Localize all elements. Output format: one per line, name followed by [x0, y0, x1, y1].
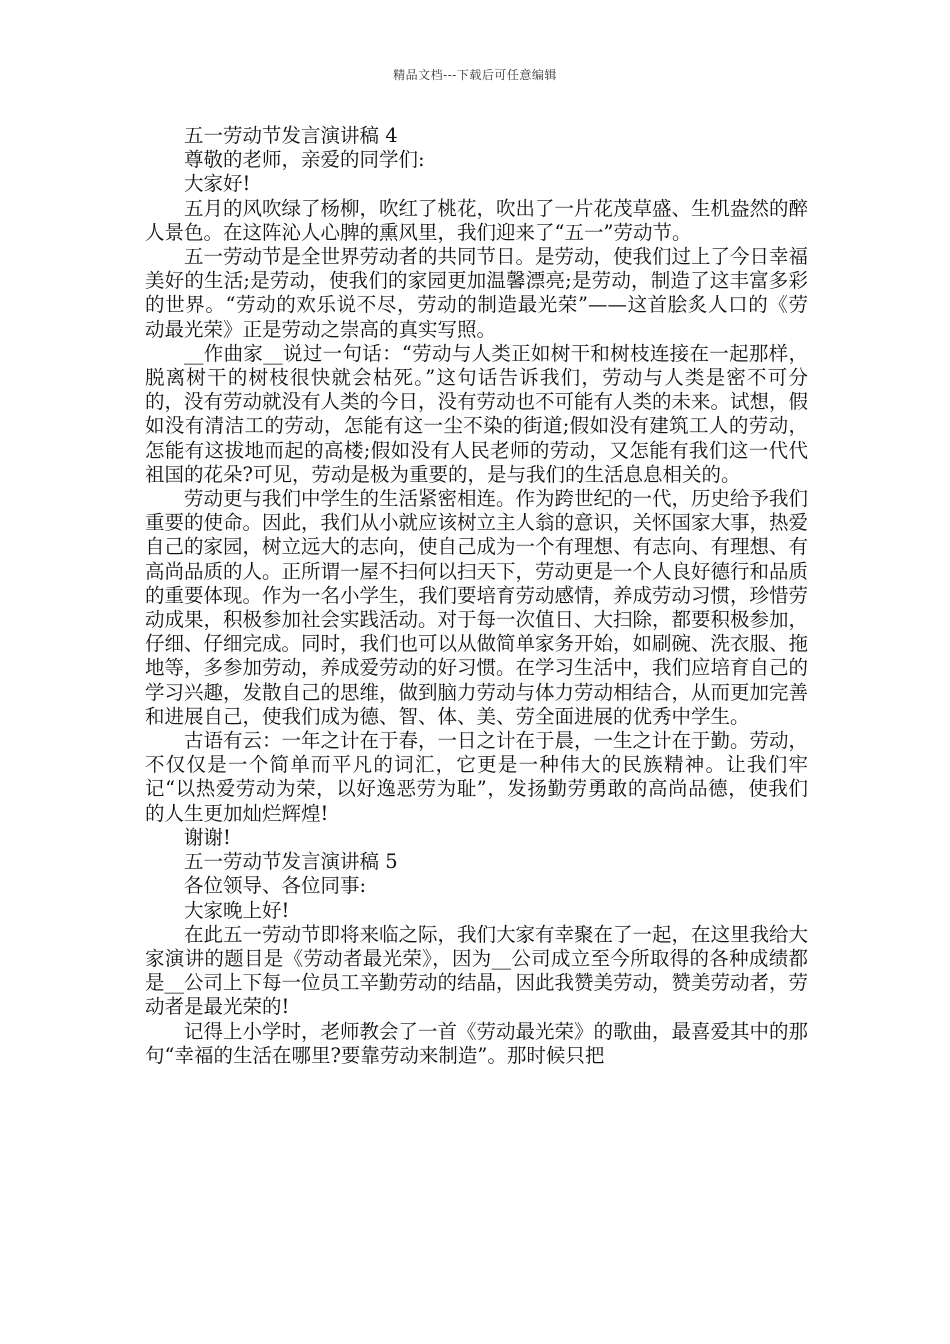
body-paragraph: __作曲家__说过一句话：“劳动与人类正如树干和树枝连接在一起那样，脱离树干的树枝很快就会枯死。”这句话告诉我们，劳动与人类是密不可分的，没有劳动就没有人类的今日，没有劳动也不可能有人类的未来。试想，假如没有清洁工的劳动，怎能有这一尘不染的街道;假如没有建筑工人的劳动，怎能有这拔地而起的高楼;假如没有人民老师的劳动，又怎能有我们这一代代祖国的花朵?可见，劳动是极为重要的，是与我们的生活息息相关的。	[145, 341, 809, 486]
greeting: 大家晚上好!	[184, 898, 290, 922]
body-paragraph: 古语有云：一年之计在于春，一日之计在于晨，一生之计在于勤。劳动，不仅仅是一个简单而平凡的词汇，它更是一种伟大的民族精神。让我们牢记“以热爱劳动为荣，以好逸恶劳为耻”，发扬勤劳勇敢的高尚品德，使我们的人生更加灿烂辉煌!	[145, 729, 809, 825]
page-header: 精品文档---下载后可任意编辑	[393, 68, 557, 82]
body-paragraph: 在此五一劳动节即将来临之际，我们大家有幸聚在了一起，在这里我给大家演讲的题目是《劳动者最光荣》，因为__公司成立至今所取得的各种成绩都是__公司上下每一位员工辛勤劳动的结晶，因此我赞美劳动，赞美劳动者，劳动者是最光荣的!	[145, 922, 809, 1019]
salutation: 各位领导、各位同事:	[184, 874, 367, 898]
body-paragraph: 五月的风吹绿了杨柳，吹红了桃花，吹出了一片花茂草盛、生机盎然的醉人景色。在这阵沁人心脾的熏风里，我们迎来了“五一”劳动节。	[145, 196, 809, 244]
speech-title: 五一劳动节发言演讲稿 4	[184, 124, 398, 147]
document-body	[145, 124, 808, 1068]
greeting: 大家好!	[184, 172, 251, 196]
closing-thanks: 谢谢!	[184, 825, 231, 849]
body-paragraph: 劳动更与我们中学生的生活紧密相连。作为跨世纪的一代，历史给予我们重要的使命。因此，我们从小就应该树立主人翁的意识，关怀国家大事，热爱自己的家园，树立远大的志向，使自己成为一个有理想、有志向、有理想、有高尚品质的人。正所谓一屋不扫何以扫天下，劳动更是一个人良好德行和品质的重要体现。作为一名小学生，我们要培育劳动感情，养成劳动习惯，珍惜劳动成果，积极参加社会实践活动。对于每一次值日、大扫除，都要积极参加，仔细、仔细完成。同时，我们也可以从做简单家务开始，如刷碗、洗衣服、拖地等，多参加劳动，养成爱劳动的好习惯。在学习生活中，我们应培育自己的学习兴趣，发散自己的思维，做到脑力劳动与体力劳动相结合，从而更加完善和进展自己，使我们成为德、智、体、美、劳全面进展的优秀中学生。	[145, 487, 809, 728]
body-paragraph: 五一劳动节是全世界劳动者的共同节日。是劳动，使我们过上了今日幸福美好的生活;是劳动，使我们的家园更加温馨漂亮;是劳动，制造了这丰富多彩的世界。“劳动的欢乐说不尽，劳动的制造最光荣”——这首脍炙人口的《劳动最光荣》正是劳动之崇高的真实写照。	[145, 245, 809, 341]
salutation: 尊敬的老师，亲爱的同学们:	[184, 148, 425, 172]
speech-title: 五一劳动节发言演讲稿 5	[184, 850, 398, 874]
body-paragraph: 记得上小学时，老师教会了一首《劳动最光荣》的歌曲，最喜爱其中的那句“幸福的生活在哪里?要靠劳动来制造”。那时候只把	[145, 1019, 809, 1067]
